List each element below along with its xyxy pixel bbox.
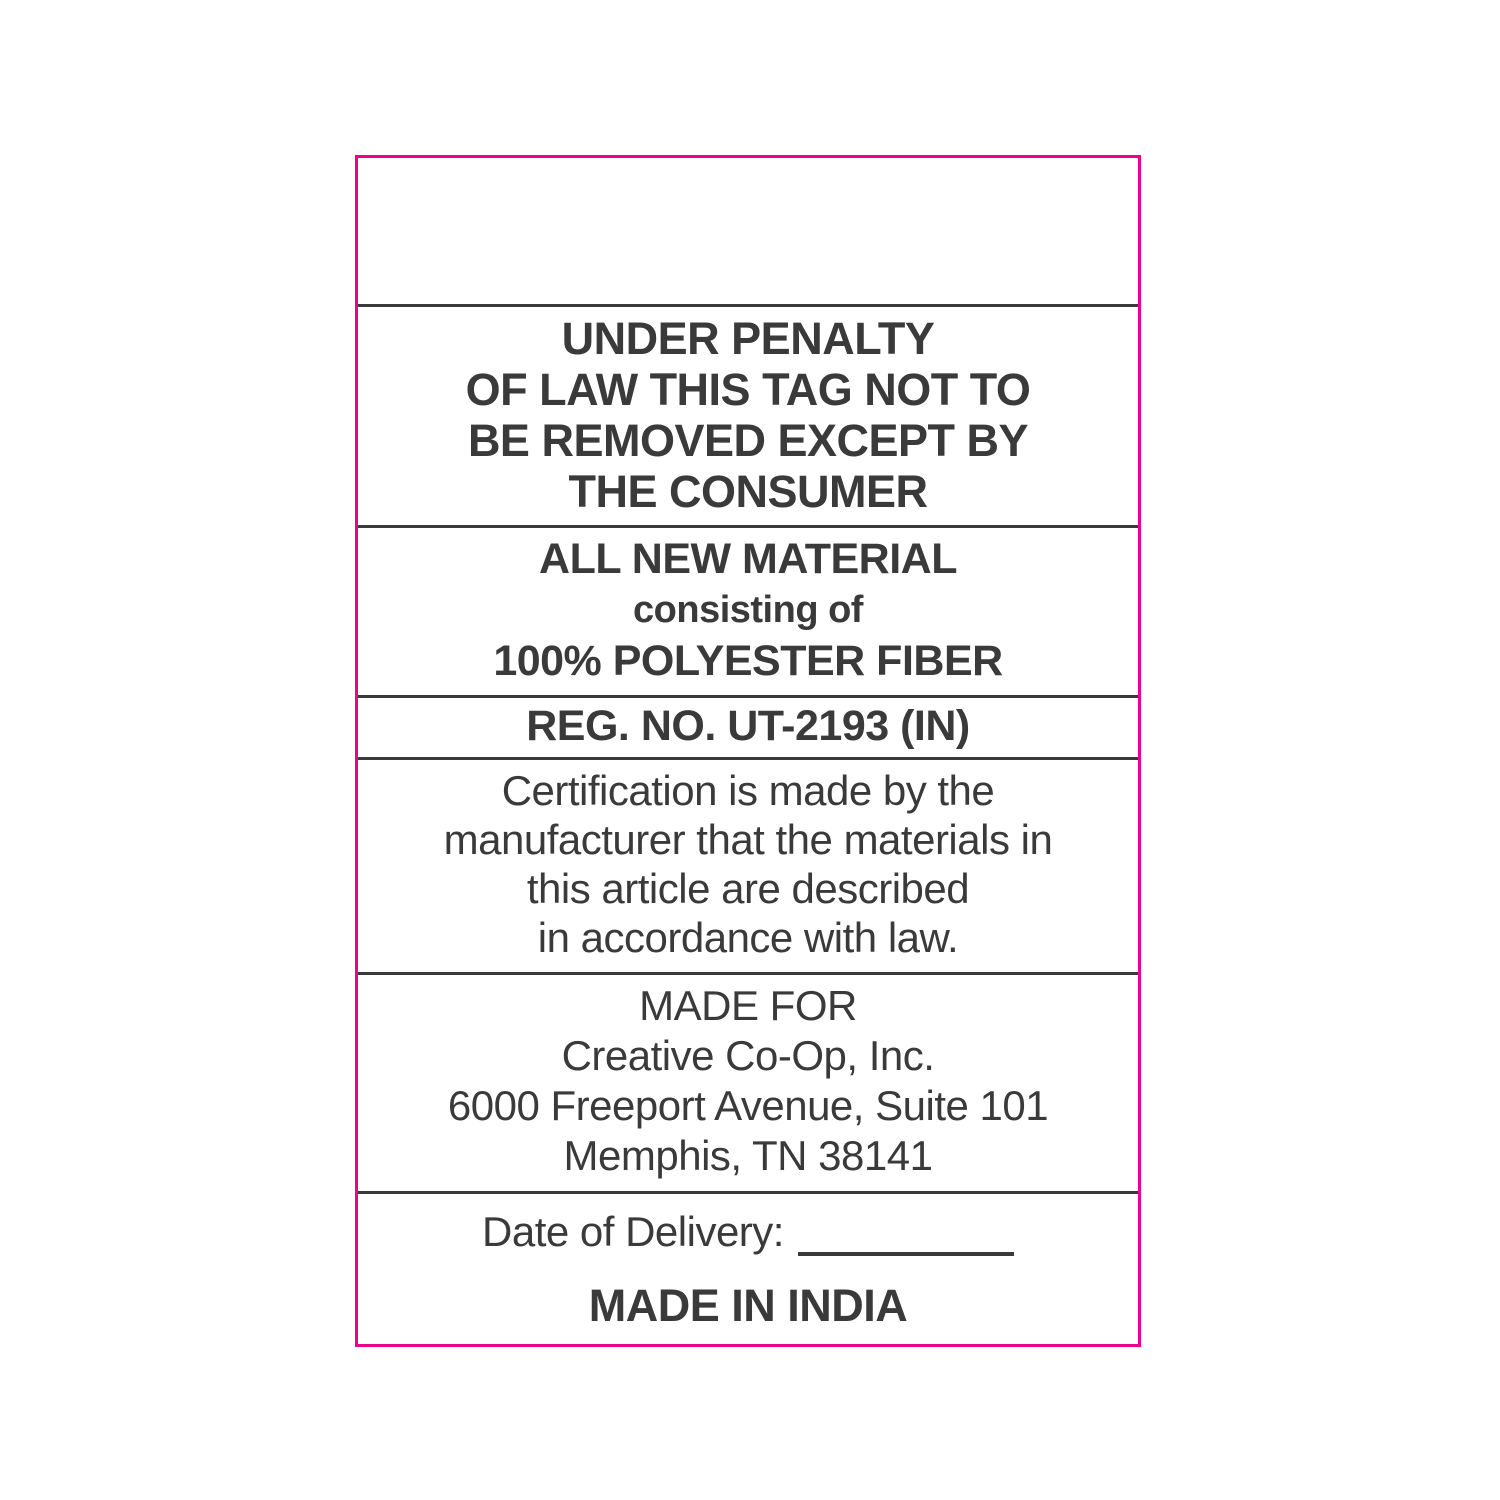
made-for-company: Creative Co-Op, Inc.	[561, 1032, 935, 1079]
certification-line-4: in accordance with law.	[537, 914, 959, 961]
law-tag	[355, 155, 1141, 1347]
tag-top-spacer	[358, 158, 1138, 304]
made-for-heading: MADE FOR	[639, 982, 857, 1029]
material-line-3: 100% POLYESTER FIBER	[493, 637, 1003, 685]
penalty-notice-line-4: THE CONSUMER	[568, 466, 928, 517]
made-for-street: 6000 Freeport Avenue, Suite 101	[447, 1082, 1049, 1129]
made-for-section	[358, 975, 1138, 1194]
material-line-1: ALL NEW MATERIAL	[539, 535, 957, 583]
penalty-notice-line-3: BE REMOVED EXCEPT BY	[467, 415, 1029, 466]
registration-number: REG. NO. UT-2193 (IN)	[526, 702, 970, 750]
date-of-delivery-label: Date of Delivery:	[482, 1208, 784, 1255]
certification-line-1: Certification is made by the	[501, 767, 995, 814]
certification-line-3: this article are described	[526, 865, 970, 912]
penalty-notice-line-2: OF LAW THIS TAG NOT TO	[465, 364, 1031, 415]
tag-bottom-spacer	[358, 1342, 1138, 1344]
penalty-notice-line-1: UNDER PENALTY	[561, 313, 935, 364]
material-content-section	[358, 528, 1138, 698]
penalty-notice-section	[358, 304, 1138, 528]
delivery-and-origin-section	[358, 1194, 1138, 1342]
date-of-delivery-row	[372, 1208, 1124, 1256]
certification-statement-section	[358, 760, 1138, 975]
country-of-origin: MADE IN INDIA	[588, 1280, 908, 1331]
date-of-delivery-input[interactable]	[798, 1212, 1014, 1256]
registration-number-section	[358, 698, 1138, 760]
made-for-city-state-zip: Memphis, TN 38141	[563, 1132, 933, 1179]
material-line-2: consisting of	[633, 589, 863, 631]
certification-line-2: manufacturer that the materials in	[443, 816, 1053, 863]
